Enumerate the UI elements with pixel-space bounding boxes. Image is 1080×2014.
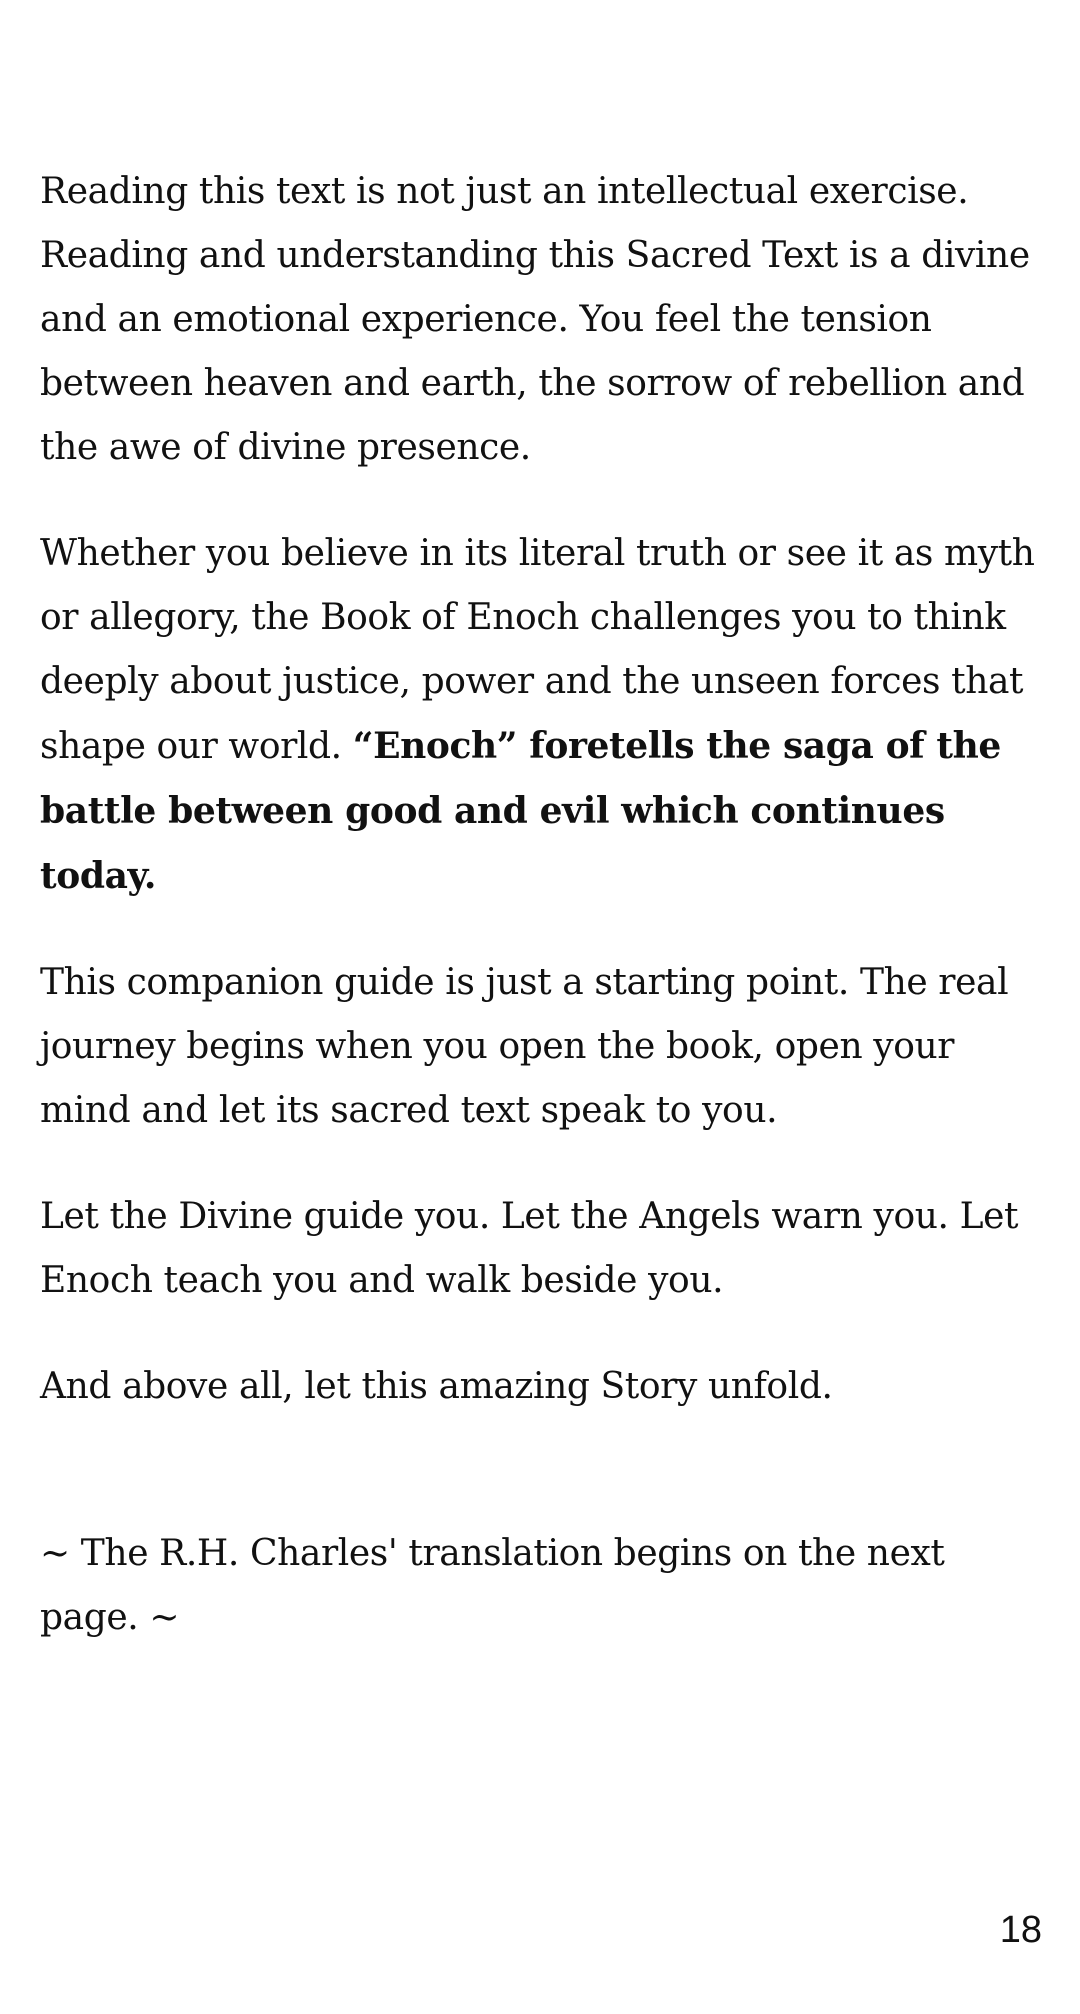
paragraph-book-of-enoch xyxy=(40,522,1050,909)
translation-note: ~ The R.H. Charles' translation begins on the next page. ~ xyxy=(40,1533,945,1638)
bold-emphasis: “Enoch” foretells the saga of the battle between good and evil which continues today. xyxy=(40,725,1001,897)
paragraph-divine-guide: Let the Divine guide you. Let the Angels warn you. Let Enoch teach you and walk beside you. xyxy=(40,1196,1019,1301)
page-number: 18 xyxy=(999,1909,1042,1951)
paragraph-text: Whether you believe in its literal truth or see it as myth or allegory, the Book of Enoch challenges you to think deeply about justice, power and the unseen forces that shape our world. xyxy=(40,533,1035,767)
paragraph-intellectual-exercise: Reading this text is not just an intellectual exercise. Reading and understanding this Sacred Text is a divine and an emotional experience. You feel the tension between heaven and earth, the sorrow of rebellion and the awe of divine presence. xyxy=(40,171,1030,468)
body-text xyxy=(40,160,1050,1461)
paragraph-companion-guide: This companion guide is just a starting point. The real journey begins when you open the book, open your mind and let its sacred text speak to you. xyxy=(40,962,1009,1131)
paragraph-story-unfold: And above all, let this amazing Story unfold. xyxy=(40,1366,833,1407)
